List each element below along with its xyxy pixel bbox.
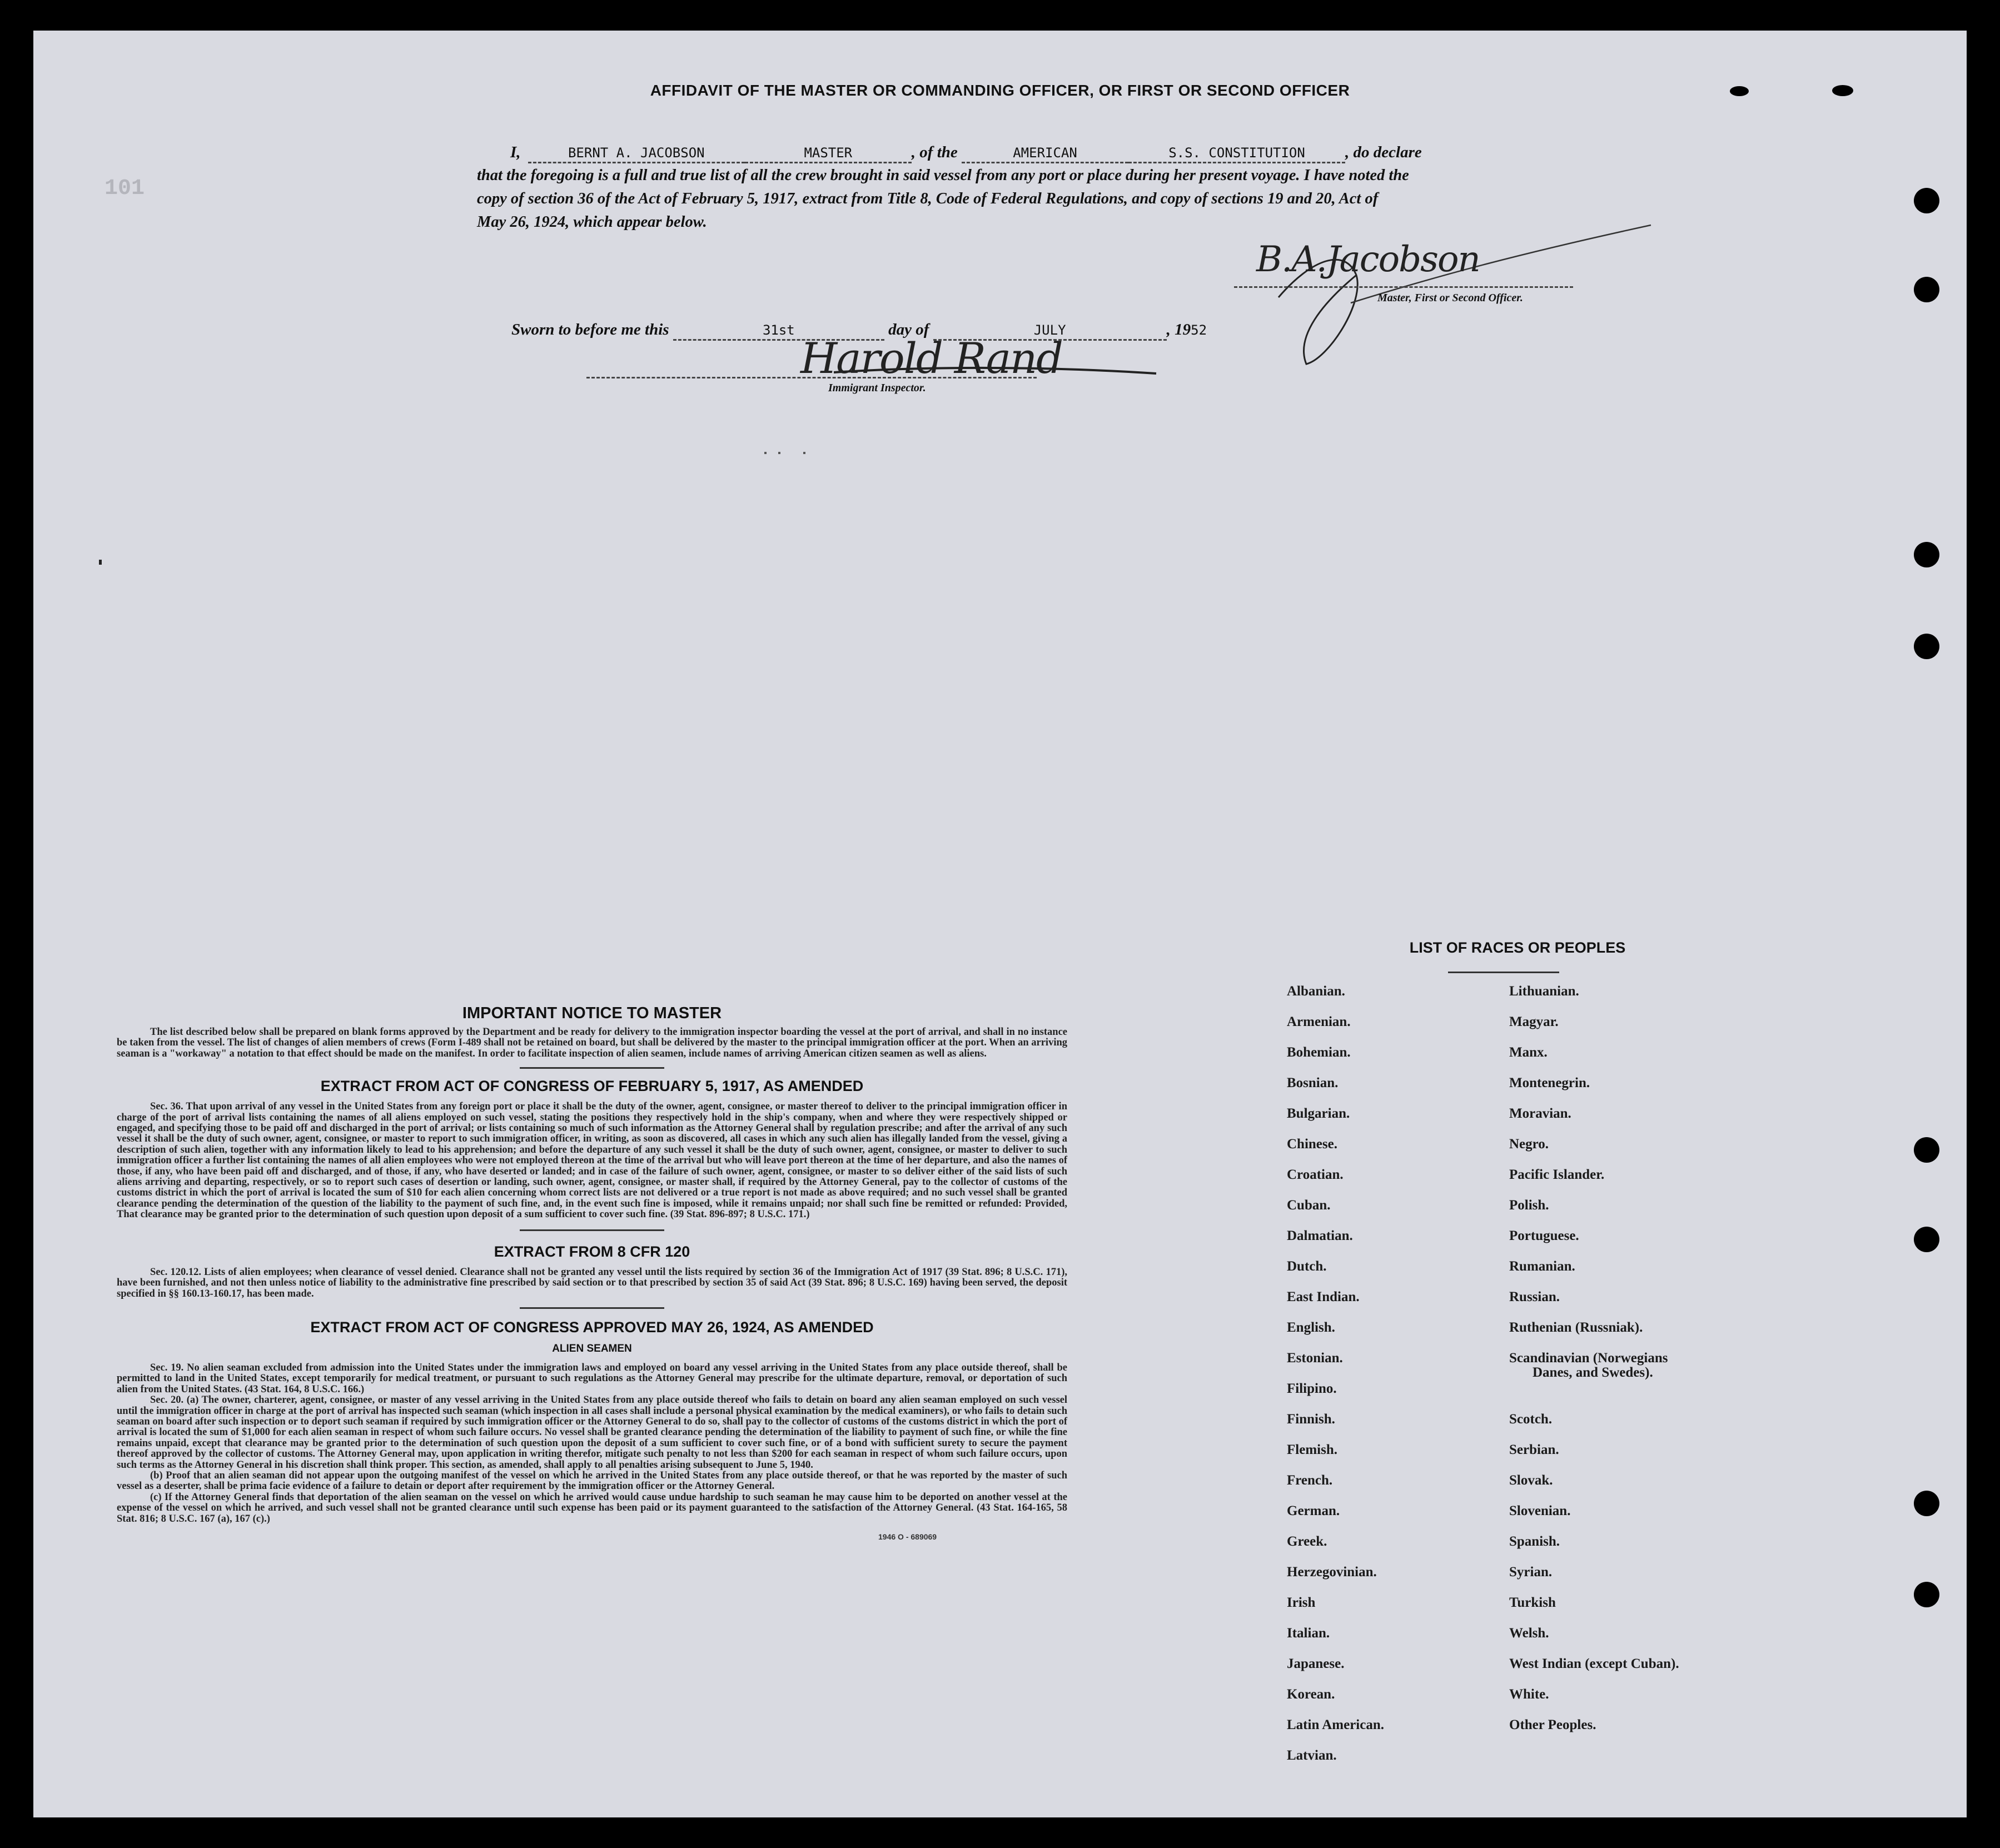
race-item: Other Peoples. [1509, 1717, 1596, 1732]
page-mark: 101 [105, 176, 145, 201]
sworn-month-field: JULY [1033, 322, 1066, 338]
race-item: Negro. [1509, 1137, 1549, 1152]
race-item: Syrian. [1509, 1565, 1553, 1580]
race-item: Finnish. [1287, 1412, 1335, 1427]
affidavit-line-4: May 26, 1924, which appear below. [477, 213, 707, 231]
sworn-year-field: 52 [1191, 322, 1207, 338]
race-item: Flemish. [1287, 1442, 1337, 1457]
master-signature-flourish [1245, 192, 1668, 375]
binder-hole [1914, 1491, 1939, 1516]
divider [520, 1067, 664, 1069]
race-item: Cuban. [1287, 1198, 1331, 1213]
extract2-title: EXTRACT FROM 8 CFR 120 [494, 1243, 690, 1260]
race-item: Slovenian. [1509, 1503, 1571, 1518]
extract3-sec20b: (b) Proof that an alien seaman did not appear upon the outgoing manifest of the vessel on which he arrived in the United States from any place outside thereof, or that he was reported by the master of such vessel as a deserter, shall be prima facie evidence of a failure to detain or deport after requirement by the immigration officer or the Attorney General. [117, 1470, 1067, 1492]
race-item: Moravian. [1509, 1106, 1571, 1121]
affidavit-line-1 [510, 143, 1583, 163]
line1-prefix: I, [510, 143, 521, 161]
inspector-signature-line [586, 377, 1037, 378]
speck [764, 452, 767, 454]
race-item: Italian. [1287, 1626, 1330, 1641]
race-item: West Indian (except Cuban). [1509, 1656, 1679, 1671]
edge-chip [1832, 85, 1853, 96]
master-name-field: BERNT A. JACOBSON [568, 145, 705, 161]
speck [99, 560, 102, 565]
affidavit-line-3: copy of section 36 of the Act of February 5, 1917, extract from Title 8, Code of Federal Regulations, and copy of sections 19 and 20, Act of [477, 190, 1379, 207]
binder-hole [1914, 1137, 1939, 1163]
notice-title: IMPORTANT NOTICE TO MASTER [462, 1004, 722, 1022]
race-item: Korean. [1287, 1687, 1335, 1702]
race-item: Dalmatian. [1287, 1228, 1353, 1243]
speck [778, 452, 780, 454]
print-code: 1946 O - 689069 [878, 1532, 937, 1541]
extract3-subtitle: ALIEN SEAMEN [552, 1342, 632, 1354]
divider [520, 1229, 664, 1231]
master-signature-line [1234, 286, 1573, 288]
race-item: French. [1287, 1473, 1333, 1488]
sworn-prefix: Sworn to before me this [511, 321, 669, 338]
binder-hole [1914, 1227, 1939, 1252]
race-item: English. [1287, 1320, 1335, 1335]
document-sheet [33, 31, 1967, 1817]
binder-hole [1914, 542, 1939, 567]
do-declare-label: , do declare [1345, 143, 1422, 161]
race-item: Polish. [1509, 1198, 1549, 1213]
race-item: Armenian. [1287, 1014, 1351, 1029]
race-item: Scandinavian (Norwegians [1509, 1351, 1668, 1366]
race-item: Irish [1287, 1595, 1316, 1610]
edge-chip [1730, 86, 1749, 96]
inspector-caption: Immigrant Inspector. [828, 382, 926, 394]
race-item: Portuguese. [1509, 1228, 1579, 1243]
race-item: Montenegrin. [1509, 1075, 1590, 1090]
race-item: Albanian. [1287, 984, 1345, 999]
binder-hole [1914, 1582, 1939, 1607]
race-item: Russian. [1509, 1289, 1560, 1304]
race-item: Manx. [1509, 1045, 1548, 1060]
day-of-label: day of [888, 321, 929, 338]
race-item: Rumanian. [1509, 1259, 1575, 1274]
race-item: Welsh. [1509, 1626, 1549, 1641]
race-item: Ruthenian (Russniak). [1509, 1320, 1643, 1335]
race-item: Turkish [1509, 1595, 1556, 1610]
races-title-underline [1448, 972, 1559, 973]
speck [803, 452, 805, 454]
affidavit-heading: AFFIDAVIT OF THE MASTER OR COMMANDING OFFICER, OR FIRST OR SECOND OFFICER [650, 82, 1350, 99]
race-item: Herzegovinian. [1287, 1565, 1377, 1580]
of-the-label: , of the [911, 143, 958, 161]
nationality-field: AMERICAN [1013, 145, 1077, 161]
binder-hole [1914, 634, 1939, 659]
race-item: Latvian. [1287, 1748, 1337, 1763]
extract3-sec19: Sec. 19. No alien seaman excluded from admission into the United States under the immigration laws and employed on board any vessel arriving in the United States from any place outside thereof, shall be permitted to land in the United States, except temporarily for medical treatment, or pursuant to such regulations as the Attorney General may prescribe for the ultimate departure, removal, or deportation of such alien from the United States. (43 Stat. 164, 8 U.S.C. 166.) [117, 1362, 1067, 1395]
race-item: German. [1287, 1503, 1340, 1518]
race-item: Serbian. [1509, 1442, 1559, 1457]
year-prefix: , 19 [1166, 321, 1191, 338]
races-title: LIST OF RACES OR PEOPLES [1409, 939, 1626, 956]
master-signature-caption: Master, First or Second Officer. [1377, 292, 1523, 304]
extract1-text: Sec. 36. That upon arrival of any vessel in the United States from any foreign port or place it shall be the duty of the owner, agent, consignee, or master thereof to deliver to the principal immigration officer in charge of the port of arrival lists containing the names of all aliens employed on such vessel, stating the positions they respectively hold in the ship's company, when and where they were respectively shipped or engaged, and specifying those to be paid off and discharged in the port of arrival; or lists containing so much of such information as the Attorney General shall by regulation prescribe; and after the arrival of any such vessel it shall be the duty of such owner, agent, consignee, or master to report to such immigration officer, in writing, as soon as discovered, all cases in which any such alien has illegally landed from the vessel, giving a description of such alien, together with any information likely to lead to his apprehension; and before the departure of any such vessel it shall be the duty of such owner, agent, consignee, or master to deliver to such immigration officer a further list containing the names of all alien employees who were not employed thereon at the time of the arrival but who will leave port thereon at the time of her departure, and also the names of those, if any, who have been paid off and discharged, and of those, if any, who have deserted or landed; and in case of the failure of such owner, agent, consignee, or master to so deliver either of the said lists of such aliens arriving and departing, respectively, or so to report such cases of desertion or landing, such owner, agent, consignee, or master shall, if required by the Attorney General, pay to the collector of customs of the customs district in which the port of arrival is located the sum of $10 for each alien concerning whom correct lists are not delivered or a true report is not made as above required; and no such vessel shall be granted clearance pending the determination of the question of the liability to the payment of such fine, and, in the event such fine is imposed, while it remains unpaid; nor shall such fine be remitted or refunded: Provided, That clearance may be granted prior to the determination of such question upon deposit of a sum sufficient to cover such fine. (39 Stat. 896-897; 8 U.S.C. 171.) [117, 1101, 1067, 1221]
race-item: Slovak. [1509, 1473, 1553, 1488]
race-item: Dutch. [1287, 1259, 1327, 1274]
race-item: Filipino. [1287, 1381, 1337, 1396]
divider [520, 1307, 664, 1309]
race-item: White. [1509, 1687, 1549, 1702]
master-signature: B.A.Jacobson [1256, 239, 1480, 280]
binder-hole [1914, 188, 1939, 213]
race-item: Lithuanian. [1509, 984, 1579, 999]
vessel-field: S.S. CONSTITUTION [1168, 145, 1305, 161]
extract3-title: EXTRACT FROM ACT OF CONGRESS APPROVED MAY 26, 1924, AS AMENDED [310, 1318, 874, 1336]
notice-text: The list described below shall be prepared on blank forms approved by the Department and be ready for delivery to the immigration inspector boarding the vessel at the port of arrival, and shall in no instance be taken from the vessel. The list of changes of alien members of crews (Form I-489 shall not be retained on board, but shall be delivered by the master to the principal immigration officer at the port. When an arriving seaman is a "workaway" a notation to that effect should be made on the manifest. In order to facilitate inspection of alien seamen, include names of arriving American citizen seamen as well as aliens. [117, 1027, 1067, 1059]
extract1-title: EXTRACT FROM ACT OF CONGRESS OF FEBRUARY 5, 1917, AS AMENDED [320, 1078, 864, 1095]
race-item: Scotch. [1509, 1412, 1553, 1427]
race-item: Latin American. [1287, 1717, 1384, 1732]
race-item: Croatian. [1287, 1167, 1344, 1182]
master-title-field: MASTER [804, 145, 853, 161]
inspector-signature-underline [823, 361, 1178, 383]
race-item: Spanish. [1509, 1534, 1560, 1549]
extract3-sec20a: Sec. 20. (a) The owner, charterer, agent, consignee, or master of any vessel arriving in the United States from any place outside thereof who fails to detain on board any alien seaman employed on such vessel until the immigration officer in charge at the port of arrival has inspected such seaman (which inspection in all cases shall include a personal physical examination by the medical examiners), or who fails to detain such seaman on board after such inspection or to deport such seaman if required by such immigration officer or the Attorney General to do so, shall pay to the collector of customs of the customs district in which the port of arrival is located the sum of $1,000 for each alien seaman in respect of whom such failure occurs. No vessel shall be granted clearance pending the determination of the liability to payment of such fine, or while the fine remains unpaid, except that clearance may be granted prior to the determination of such question upon the deposit of a sum sufficient to cover such fine, or of a bond with sufficient surety to secure the payment thereof approved by the collector of customs. The Attorney General may, upon application in writing therefor, mitigate such penalty to not less than $200 for each seaman in respect of whom such failure occurs, upon such terms as the Attorney General in his discretion shall think proper. This section, as amended, shall apply to all penalties arising subsequent to June 5, 1940. [117, 1394, 1067, 1471]
notice-section [117, 975, 1067, 1541]
race-item: Bosnian. [1287, 1075, 1339, 1090]
race-item: Danes, and Swedes). [1533, 1365, 1653, 1380]
extract2-text: Sec. 120.12. Lists of alien employees; when clearance of vessel denied. Clearance shall not be granted any vessel until the lists required by section 36 of the Immigration Act of 1917 (39 Stat. 896; 8 U.S.C. 171), have been furnished, and not then unless notice of liability to the administrative fine prescribed by said section or to that prescribed by section 35 of said Act (39 Stat. 896; 8 U.S.C. 169) having been served, the deposit specified in §§ 160.13-160.17, has been made. [117, 1266, 1067, 1299]
race-item: Bohemian. [1287, 1045, 1351, 1060]
sworn-day-field: 31st [762, 322, 795, 338]
race-item: Pacific Islander. [1509, 1167, 1605, 1182]
inspector-signature: Harold Rand [800, 333, 1062, 383]
race-item: Estonian. [1287, 1351, 1343, 1366]
binder-hole [1914, 277, 1939, 302]
race-item: East Indian. [1287, 1289, 1360, 1304]
affidavit-line-2: that the foregoing is a full and true list of all the crew brought in said vessel from any port or place during her present voyage. I have noted the [477, 167, 1409, 184]
race-item: Chinese. [1287, 1137, 1337, 1152]
race-item: Bulgarian. [1287, 1106, 1350, 1121]
race-item: Greek. [1287, 1534, 1327, 1549]
extract3-sec20c: (c) If the Attorney General finds that deportation of the alien seaman on the vessel on which he arrived would cause undue hardship to such seaman he may cause him to be deported on another vessel at the expense of the vessel on which he arrived, and such vessel shall not be granted clearance until such expense has been paid or its payment guaranteed to the satisfaction of the Attorney General. (43 Stat. 164-165, 58 Stat. 816; 8 U.S.C. 167 (a), 167 (c).) [117, 1491, 1067, 1525]
race-item: Japanese. [1287, 1656, 1345, 1671]
race-item: Magyar. [1509, 1014, 1559, 1029]
